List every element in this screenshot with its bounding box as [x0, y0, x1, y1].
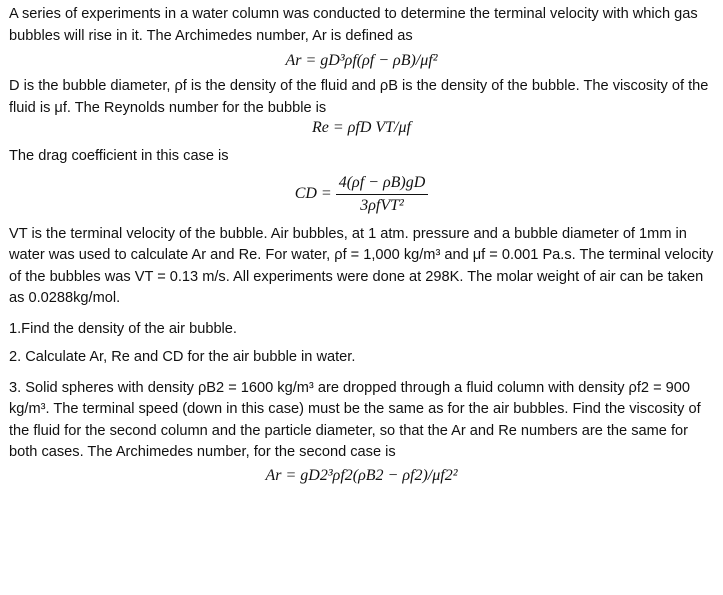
archimedes-equation: Ar = gD³ρf(ρf − ρB)/μf² — [285, 52, 438, 69]
definitions-paragraph: D is the bubble diameter, ρf is the density of the fluid and ρB is the density of the bubble. The viscosity of the fluid is μf. The Reynolds number for the bubble is — [9, 78, 709, 116]
drag-lhs: CD = — [294, 185, 332, 202]
drag-fraction — [336, 174, 429, 215]
drag-intro-text: The drag coefficient in this case is — [9, 148, 229, 164]
intro-paragraph: A series of experiments in a water column was conducted to determine the terminal velocity with which gas bubbles will rise in it. The Archimedes number, Ar is defined as — [9, 6, 698, 44]
context-paragraph: VT is the terminal velocity of the bubble. Air bubbles, at 1 atm. pressure and a bubble diameter of 1mm in water was used to calculate Ar and Re. For water, ρf = 1,000 kg/m³ and μf = 0.001 Pa.s. The terminal velocity of the bubbles was VT = 0.13 m/s. All experiments were done at 298K. The molar weight of air can be taken as 0.0288kg/mol. — [9, 225, 714, 306]
drag-coefficient-equation — [9, 168, 714, 224]
drag-numerator: 4(ρf − ρB)gD — [336, 174, 429, 195]
question-2: 2. Calculate Ar, Re and CD for the air bubble in water. — [9, 349, 356, 365]
drag-denominator: 3ρfVT² — [360, 196, 404, 214]
question-3: 3. Solid spheres with density ρB2 = 1600 kg/m³ are dropped through a fluid column with density ρf2 = 900 kg/m³. The terminal speed (down in this case) must be the same as for the air bubbles. Find the viscosity of the fluid for the second column and the particle diameter, so that the Ar and Re numbers are the same for both cases. The Archimedes number, for the second case is — [9, 379, 701, 460]
question-1: 1.Find the density of the air bubble. — [9, 320, 237, 337]
archimedes-equation-second-case: Ar = gD2³ρf2(ρB2 − ρf2)/μf2² — [265, 466, 458, 484]
reynolds-equation: Re = ρfD VT/μf — [312, 119, 411, 136]
